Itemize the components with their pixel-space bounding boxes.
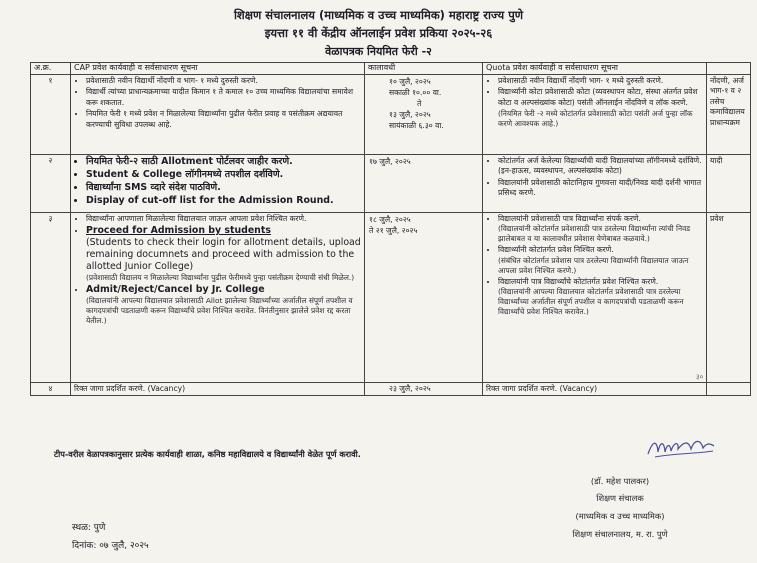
cap-cell: [71, 212, 365, 382]
extra-cell: [707, 382, 751, 396]
list-item: • नियमित फेरी १ मध्ये प्रवेश न मिळालेल्या विद्यार्थ्यांना पुढील फेरीत प्रवाह व पसंतीक्रम अद्ययावत करण्याची सुविधा उपलब्ध आहे.: [86, 109, 361, 130]
date: दिनांक: ०७ जुलै, २०२५: [72, 541, 149, 551]
table-row: [31, 382, 751, 396]
list-item: [86, 225, 361, 283]
quota-cell: [483, 74, 707, 154]
list-item: [86, 182, 361, 194]
college-action-title: • Admit/Reject/Cancel by Jr. College: [86, 284, 265, 296]
list-item: • विद्यार्थ्यांनी कोटा प्रवेशासाठी कोटा (व्यवस्थापन कोटा, संस्था अंतर्गत प्रवेश कोटा व अल्पसंख्यांक कोटा) पसंती ऑनलाईन नोंदविणे व लॉक करणे.: [498, 87, 703, 108]
cap-cell: [71, 154, 365, 212]
period-line: ते २१ जुलै, २०२५: [369, 225, 418, 235]
period-line: सकाळी १०.०० वा.: [389, 87, 442, 97]
cutoff-text: Display of cut-off list for the Admission Round.: [86, 194, 334, 206]
quota-cell: [483, 212, 707, 382]
table-row: [31, 212, 751, 382]
sms-text: विद्यार्थ्यांना SMS व्दारे संदेश पाठविणे.: [86, 181, 221, 193]
quota-step-title: • विद्यालयांनी प्रवेशासाठी पात्र विद्यार्थ्यांना संपर्क करणे.: [498, 213, 641, 223]
extra-cell: नोंदणी, अर्ज भाग-१ व २ तसेच कमाविद्यालय प्राधान्यक्रम: [707, 74, 751, 154]
schedule-note: टीप-वरील वेळापत्रकानुसार प्रत्येक कार्यवाही शाळा, कनिष्ठ महाविद्यालये व विद्यार्थ्यांनी वेळेत पूर्ण करावी.: [54, 449, 361, 459]
table-row: [31, 154, 751, 212]
header-cap: CAP प्रवेश कार्यवाही व सर्वसाधारण सूचना: [71, 63, 365, 75]
signature-image: [645, 432, 717, 460]
list-item: • विद्यार्थी त्यांच्या प्राधान्यक्रमाच्या यादीत किमान १ ते कमाल १० उच्च माध्यमिक विद्यालयांचा समावेश करू शकतात.: [86, 87, 361, 108]
header-quota: Quota प्रवेश कार्यवाही व सर्वसाधारण सूचना: [483, 63, 707, 75]
period-cell: [365, 212, 483, 382]
table-row: [31, 74, 751, 154]
signatory-title: शिक्षण संचालक: [596, 493, 644, 503]
signatory-dept: (माध्यमिक व उच्च माध्यमिक): [575, 511, 665, 521]
login-text: Student & College लॉगीनमध्ये तपशील दर्शविणे.: [86, 168, 284, 180]
period-line: १३ जुलै, २०२५: [389, 109, 431, 119]
signatory-name: (डॉ. महेश पालकर): [590, 476, 650, 486]
row-number: ४: [31, 382, 71, 396]
cap-cell: रिक्त जागा प्रदर्शित करणे. (Vacancy): [71, 382, 365, 396]
period-line: १७ जुलै, २०२५: [369, 156, 411, 166]
period-line: १० जुलै, २०२५: [389, 76, 431, 86]
table-header-row: [31, 63, 751, 75]
process-title: इयत्ता ११ वी केंद्रीय ऑनलाईन प्रवेश प्रकिया २०२५-२६: [264, 26, 493, 40]
list-item: [498, 277, 703, 318]
row-number: १: [31, 74, 71, 154]
header-sr: अ.क्र.: [31, 63, 71, 75]
college-action-note: (विद्यालयांनी आपल्या विद्यालयात प्रवेशासाठी Allot झालेल्या विद्यार्थ्यांच्या अर्जातील संपूर्ण तपशील व कागदपत्रांची पडताळणी करून विद्यार्थ्यांचे प्रवेश निश्चित करावेत. विनंतीनुसार झालेले प्रवेश रद्द करता येतील.): [86, 296, 353, 326]
period-line: २३ जुलै, २०२५: [389, 383, 431, 393]
header-period: कालावधी: [365, 63, 483, 75]
list-item: • प्रवेशासाठी नवीन विद्यार्थी नोंदणी व भाग- १ मध्ये दुरुस्ती करणे.: [86, 76, 361, 87]
allotment-text: नियमित फेरी-२ साठी Allotment पोर्टलवर जाहीर करणे.: [86, 155, 293, 167]
schedule-title: वेळापत्रक नियमित फेरी -२: [325, 45, 432, 58]
quota-cell: रिक्त जागा प्रदर्शित करणे. (Vacancy): [483, 382, 707, 396]
period-line: ते: [417, 98, 422, 108]
proceed-admission-title: • Proceed for Admission by students: [86, 225, 271, 237]
schedule-table: [30, 62, 751, 396]
quota-cell: [483, 154, 707, 212]
list-item: [86, 284, 361, 326]
list-item: [86, 156, 361, 168]
period-cell: [365, 154, 483, 212]
quota-step-note: (संबंधित कोटांतर्गत प्रवेशास पात्र ठरलेल्या विद्यार्थ्यांनी विद्यालयात जाऊन आपला प्रवेश निश्चित करणे.): [498, 255, 689, 275]
proceed-admission-note: (प्रवेशासाठी विद्यालय न मिळालेल्या विद्यार्थ्यांना पुढील फेरीमध्ये पुन्हा पसंतीक्रम देण्याची संधी मिळेल.): [86, 273, 355, 283]
quota-step-title: • विद्यालयांनी पात्र विद्यार्थ्यांचे कोटांतर्गत प्रवेश निश्चित करणे.: [498, 276, 659, 286]
extra-cell: प्रवेश: [707, 212, 751, 382]
list-item: [86, 195, 361, 207]
row-number: २: [31, 154, 71, 212]
list-item: [498, 214, 703, 245]
list-item: • कोटांतर्गत अर्ज केलेल्या विद्यार्थ्यांची यादी विद्यालयांच्या लॉगीनमध्ये दर्शविणे. (इन-हाऊस, व्यवस्थापन, अल्पसंख्यांक कोटा): [498, 156, 703, 177]
quota-note: (नियमित फेरी -२ मध्ये कोटांतर्गत प्रवेशासाठी कोटा पसंती अर्ज पुन्हा लॉक करणे आवश्यक आहे.): [498, 109, 693, 129]
period-line: सायंकाळी ६.३० वा.: [389, 120, 444, 130]
quota-step-note: (विद्यालयांनी आपल्या विद्यालयात कोटांतर्गत प्रवेशासाठी पात्र ठरलेल्या विद्यार्थ्यांच्या अर्जातील संपूर्ण तपशील व कागदपत्रांची पडताळणी करून विद्यार्थ्यांचे प्रवेश निश्चित करावेत.): [498, 287, 684, 317]
list-item: [86, 169, 361, 181]
proceed-admission-body: (Students to check their login for allotment details, upload remaining documnets and proceed with admission to the allotted Junior College): [86, 237, 361, 273]
list-item: • विद्यार्थ्यांना आपणाला मिळालेल्या विद्यालयात जाऊन आपला प्रवेश निश्चित करणे.: [86, 214, 361, 225]
period-line: १८ जुलै, २०२५: [369, 214, 411, 224]
place: स्थळ: पुणे: [72, 523, 106, 533]
pen-mark: ३०: [696, 373, 704, 381]
row-number: ३: [31, 212, 71, 382]
list-item: [498, 245, 703, 276]
period-cell: [365, 382, 483, 396]
quota-step-title: • विद्यार्थ्यांनी कोटांतर्गत प्रवेश निश्चित करणे.: [498, 245, 614, 255]
period-cell: [365, 74, 483, 154]
header-extra: [707, 63, 751, 75]
office-title: शिक्षण संचालनालय (माध्यमिक व उच्च माध्यमिक) महाराष्ट्र राज्य पुणे: [233, 8, 524, 22]
extra-cell: यादी: [707, 154, 751, 212]
list-item: • विद्यालयांनी प्रवेशासाठी कोटानिहाय गुणवत्ता यादी/निवड यादी दर्शनी भागात प्रसिध्द करणे.: [498, 178, 703, 199]
signatory-office: शिक्षण संचालनालय, म. रा. पुणे: [572, 529, 668, 539]
quota-step-note: (विद्यालयांनी कोटांतर्गत प्रवेशासाठी पात्र ठरलेल्या विद्यार्थ्यांना त्यांची निवड झालेबाबत व या कालावधीत प्रवेशास येणेबाबत कळवावे.): [498, 224, 691, 244]
cap-cell: [71, 74, 365, 154]
list-item: • प्रवेशासाठी नवीन विद्यार्थी नोंदणी भाग- १ मध्ये दुरुस्ती करणे.: [498, 76, 703, 87]
